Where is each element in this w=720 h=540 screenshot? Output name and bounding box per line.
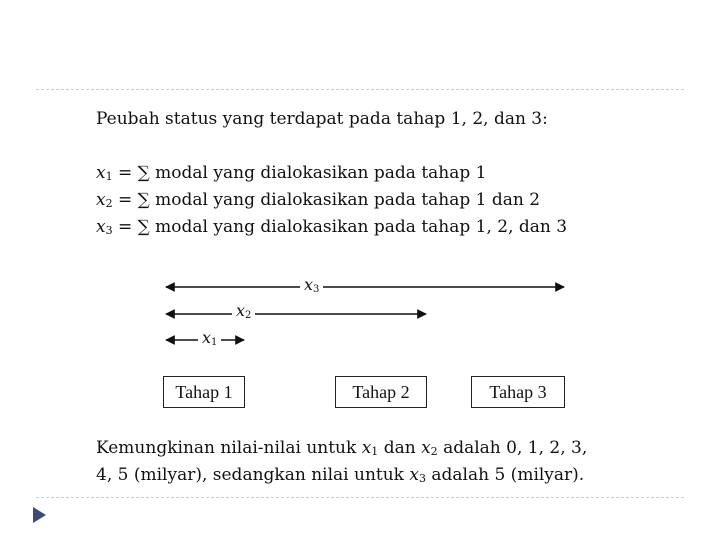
bottom-separator bbox=[36, 497, 684, 498]
definition-x2: x2 = ∑ modal yang dialokasikan pada tahap 1 dan 2 bbox=[96, 190, 541, 210]
x2-label: x2 bbox=[232, 301, 255, 320]
triangle-right-icon[interactable] bbox=[31, 504, 49, 526]
x1-label: x1 bbox=[198, 328, 221, 347]
conclusion-line-1: Kemungkinan nilai-nilai untuk x1 dan x2 adalah 0, 1, 2, 3, bbox=[96, 438, 588, 458]
x3-label: x3 bbox=[300, 275, 323, 294]
stage-1-box: Tahap 1 bbox=[163, 376, 245, 408]
definition-x3: x3 = ∑ modal yang dialokasikan pada tahap 1, 2, dan 3 bbox=[96, 217, 568, 237]
heading: Peubah status yang terdapat pada tahap 1, 2, dan 3: bbox=[96, 109, 548, 129]
stage-3-box: Tahap 3 bbox=[471, 376, 565, 408]
conclusion-line-2: 4, 5 (milyar), sedangkan nilai untuk x3 adalah 5 (milyar). bbox=[96, 465, 585, 485]
stage-2-box: Tahap 2 bbox=[335, 376, 427, 408]
definition-x1: x1 = ∑ modal yang dialokasikan pada tahap 1 bbox=[96, 163, 487, 183]
